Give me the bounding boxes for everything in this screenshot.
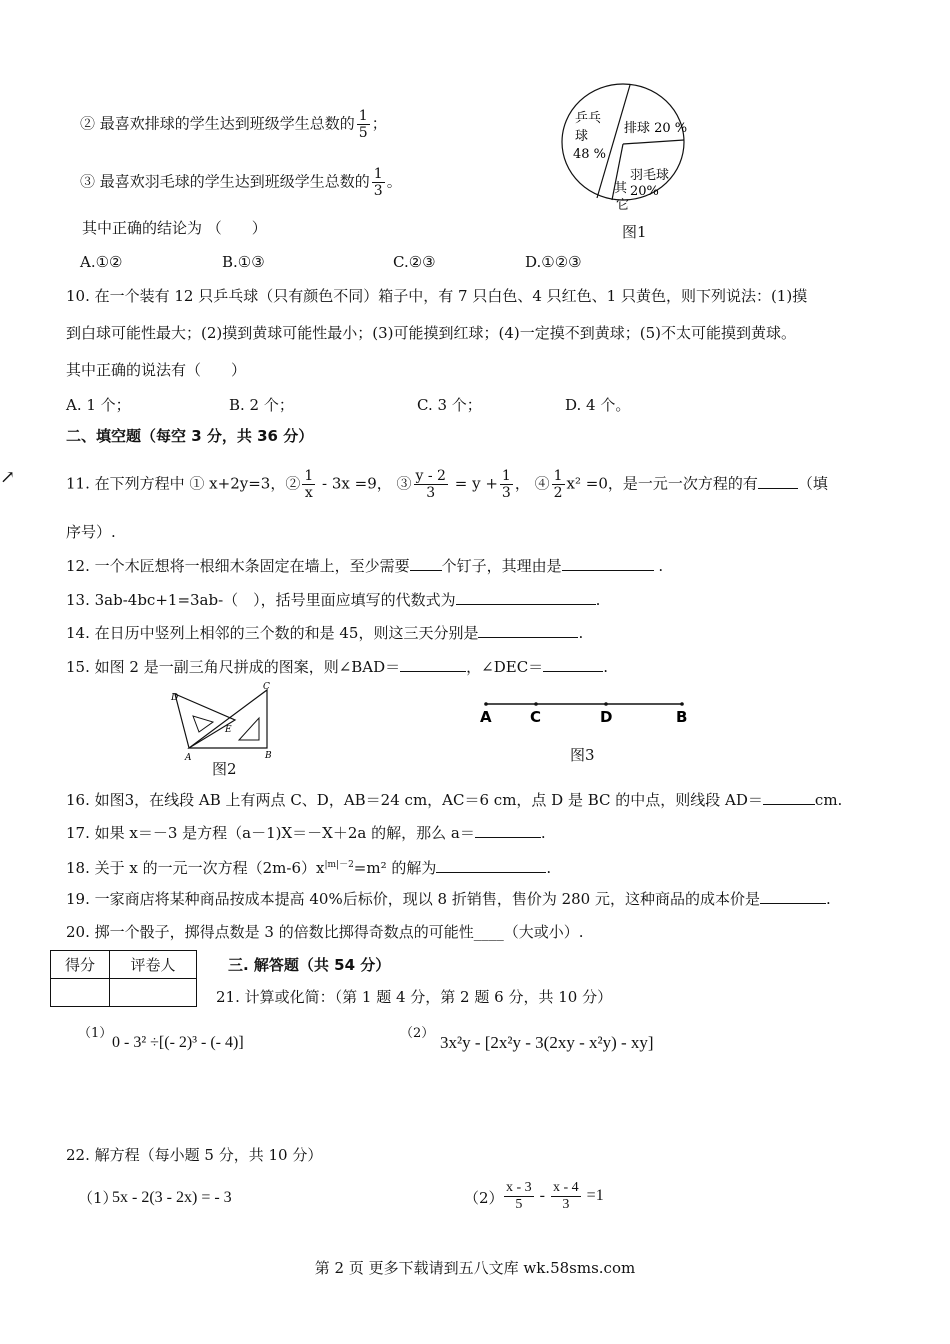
answer-blank[interactable] (760, 888, 826, 904)
answer-blank[interactable] (763, 789, 815, 805)
q11-line-2: 序号）. (66, 523, 116, 541)
q21: 21. 计算或化简：（第 1 题 4 分，第 2 题 6 分，共 10 分） (216, 988, 613, 1006)
fraction: $\frac{y - 2}{3}$ (415, 468, 446, 501)
answer-blank[interactable] (400, 656, 466, 672)
q12: 12. 一个木匠想将一根细木条固定在墙上，至少需要 个钉子，其理由是 . (66, 557, 664, 575)
q21-part-1-expression: 0 - 3² ÷[(- 2)³ - (- 4)] (112, 1034, 244, 1051)
q10-line-1: 10. 在一个装有 12 只乒乓球（只有颜色不同）箱子中，有 7 只白色、4 只红色、1 只黄色，则下列说法：(1)摸 (66, 287, 808, 305)
fig2-label-c: C (263, 682, 270, 692)
fig3-label-d: D (600, 708, 613, 726)
figure-1-caption: 图1 (622, 223, 647, 241)
q22-part-1-label: （1） (78, 1189, 118, 1207)
fig3-label-c: C (530, 708, 542, 726)
section-2-title: 二、填空题（每空 3 分，共 36 分） (66, 427, 314, 445)
margin-mark: ↗ (0, 467, 16, 488)
pie-label-badminton-pct: 20% (630, 184, 659, 199)
q9-choice-c: C.②③ (393, 253, 436, 271)
answer-blank[interactable] (478, 622, 578, 638)
q20: 20. 掷一个骰子，掷得点数是 3 的倍数比掷得奇数点的可能性____（大或小）. (66, 923, 584, 941)
q19: 19. 一家商店将某种商品按成本提高 40%后标价，现以 8 折销售，售价为 280 元，这种商品的成本价是 . (66, 890, 831, 908)
q9-prompt: 其中正确的结论为 （ ） (82, 219, 267, 237)
score-table (50, 950, 197, 1007)
fraction: $\frac{1}{2}$ (553, 468, 563, 501)
fig3-label-a: A (480, 708, 492, 726)
figure-3-segment (470, 694, 700, 730)
q21-part-2-expression: 3x²y - [2x²y - 3(2xy - x²y) - xy] (440, 1033, 654, 1052)
fig2-label-e: E (225, 725, 232, 735)
q10-choice-a: A. 1 个； (66, 396, 131, 414)
q15: 15. 如图 2 是一副三角尺拼成的图案，则∠BAD＝ ，∠DEC＝ . (66, 658, 608, 676)
figure-2-triangles (165, 682, 285, 764)
pie-label-other-2: 它 (616, 198, 630, 212)
q10-line-3: 其中正确的说法有（ ） (66, 361, 247, 379)
figure-2-caption: 图2 (212, 760, 237, 778)
score-cell[interactable] (51, 979, 110, 1007)
answer-blank[interactable] (456, 589, 596, 605)
q10-line-2: 到白球可能性最大；(2)摸到黄球可能性最小；(3)可能摸到红球；(4)一定摸不到黄球；(5)不太可能摸到黄球。 (66, 324, 796, 342)
q9-option-2: ② 最喜欢排球的学生达到班级学生总数的 $\frac{1}{5}$ ； (80, 108, 387, 141)
grader-cell[interactable] (110, 979, 197, 1007)
q22: 22. 解方程（每小题 5 分，共 10 分） (66, 1146, 323, 1164)
q21-part-2-label: （2） (400, 1026, 435, 1041)
q9-option-3: ③ 最喜欢羽毛球的学生达到班级学生总数的 $\frac{1}{3}$ 。 (80, 166, 402, 199)
pie-label-pingpong-1: 乒乓 (575, 111, 602, 126)
pie-label-pingpong-pct: 48 % (573, 147, 607, 162)
q10-choice-d: D. 4 个。 (565, 396, 631, 414)
section-3-title: 三. 解答题（共 54 分） (228, 956, 391, 974)
pie-label-badminton: 羽毛球 (630, 168, 670, 183)
answer-blank[interactable] (475, 822, 541, 838)
q11: 11. 在下列方程中 ① x+2y=3，② $\frac{1}{x}$ - 3x =9， ③ $\frac{y - 2}{3}$ = y + $\frac{1}{3}$ ， ④ $\frac{1}{2}$ x² =0，是一元一次方程的有 （填 (66, 468, 828, 501)
q10-choice-b: B. 2 个； (229, 396, 294, 414)
fraction: $\frac{1}{5}$ (358, 108, 368, 141)
q18: 18. 关于 x 的一元一次方程$(2m-6)x^{|m|-2}=m^2$ 的解为 . (66, 859, 552, 877)
fraction: $\frac{1}{3}$ (373, 166, 383, 199)
fraction: $\frac{1}{x}$ (304, 468, 314, 501)
q22-part-1-expression: 5x - 2(3 - 2x) = - 3 (112, 1189, 232, 1206)
answer-blank[interactable] (436, 857, 546, 873)
fraction: $\frac{1}{3}$ (501, 468, 511, 501)
q21-part-1-label: （1） (78, 1026, 113, 1041)
figure-3-caption: 图3 (570, 746, 595, 764)
q9-choice-d: D.①②③ (525, 253, 582, 271)
fig2-label-a: A (185, 753, 192, 763)
figure-1-pie-chart (560, 82, 690, 212)
q14: 14. 在日历中竖列上相邻的三个数的和是 45，则这三天分别是 . (66, 624, 584, 642)
fraction: $\frac{x - 3}{5}$ (506, 1180, 532, 1212)
answer-blank[interactable] (562, 555, 654, 571)
q17: 17. 如果 x＝－3 是方程（a－1)X＝－X＋2a 的解，那么 a＝ . (66, 824, 546, 842)
q9-choice-b: B.①③ (222, 253, 265, 271)
pie-label-volleyball: 排球 20 % (624, 121, 688, 136)
q9-choice-a: A.①② (80, 253, 123, 271)
answer-blank[interactable] (758, 473, 798, 489)
fraction: $\frac{x - 4}{3}$ (553, 1180, 579, 1212)
grader-header: 评卷人 (110, 951, 197, 979)
page-footer: 第 2 页 更多下载请到五八文库 wk.58sms.com (314, 1259, 636, 1277)
answer-blank[interactable] (543, 656, 603, 672)
answer-blank[interactable] (410, 555, 442, 571)
score-header: 得分 (51, 951, 110, 979)
pie-label-other-1: 其 (614, 181, 628, 196)
q22-part-2-label: （2） (464, 1189, 504, 1207)
fig3-label-b: B (676, 708, 688, 726)
pie-label-pingpong-2: 球 (575, 129, 589, 144)
fig2-label-b: B (265, 751, 272, 761)
q13: 13. 3ab-4bc+1=3ab-（ ），括号里面应填写的代数式为 . (66, 591, 601, 609)
q10-choice-c: C. 3 个； (417, 396, 482, 414)
q16: 16. 如图3，在线段 AB 上有两点 C、D，AB＝24 cm，AC＝6 cm，点 D 是 BC 的中点，则线段 AD＝ cm. (66, 791, 843, 809)
fig2-label-d: D (171, 693, 179, 703)
q22-part-2-expression: $\frac{x - 3}{5}$ - $\frac{x - 4}{3}$ =1 (506, 1180, 604, 1212)
